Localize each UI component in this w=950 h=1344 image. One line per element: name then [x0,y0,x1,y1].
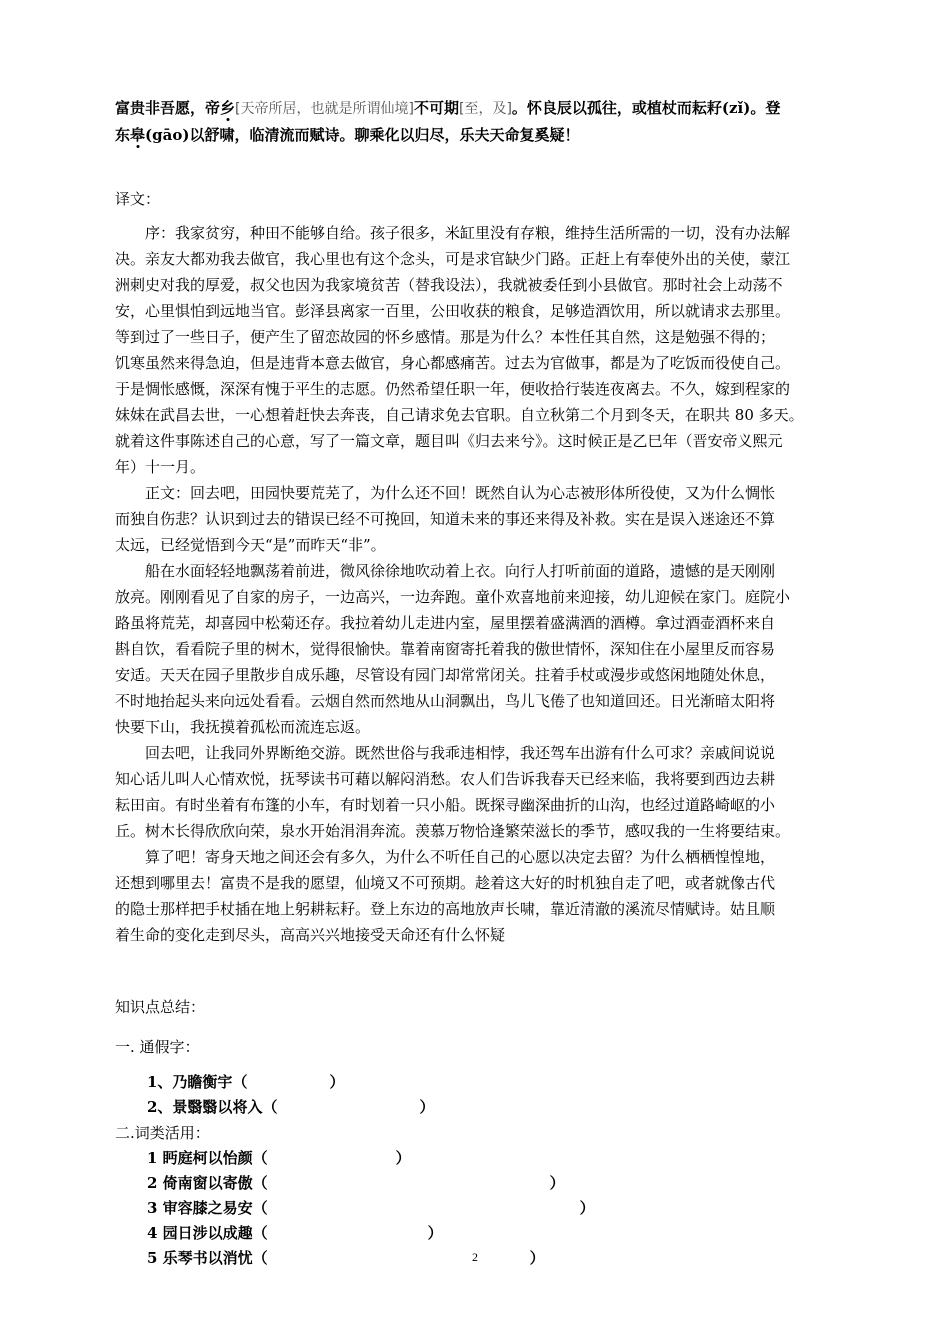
text-span: 东 [115,126,131,144]
annotation-note: [至，及] [458,101,512,117]
exercise-item [115,1146,850,1171]
exercise-prompt: 5 乐琴书以消忧（ [147,1249,268,1267]
close-paren: ） [419,1098,435,1116]
translation-line: 就着这件事陈述自己的心意，写了一篇文章，题目叫《归去来兮》。这时候正是乙巳年（晋安帝义熙元 [115,432,783,450]
close-paren: ） [395,1149,411,1167]
translation-line: 斟自饮，看看院子里的树木，觉得很愉快。靠着南窗寄托着我的傲世情怀，深知住在小屋里反而容易 [115,640,776,658]
exercise-item [115,1221,850,1246]
annotation-note: [天帝所居，也就是所谓仙境] [235,101,414,117]
translation-line: 丘。树木长得欣欣向荣，泉水开始涓涓奔流。羡慕万物恰逢繁荣滋长的季节，感叹我的一生将要结束。 [115,822,791,840]
emphasis-dot-char: 皋 [130,126,146,144]
emphasis-dot-char: 乡 [220,99,236,117]
close-paren: ） [329,1073,345,1091]
close-paren: ） [427,1224,443,1242]
translation-line: 耘田亩。有时坐着有布篷的小车，有时划着一只小船。既探寻幽深曲折的山沟，也经过道路崎岖的小 [115,796,776,814]
translation-line: 太远，已经觉悟到今天“是”而昨天“非”。 [115,536,386,554]
exercise-prompt: 1、乃瞻衡宇（ [147,1073,248,1091]
translation-line: 路虽将荒芜，却喜园中松菊还存。我拉着幼儿走进内室，屋里摆着盛满酒的酒樽。拿过酒壶酒杯来自 [115,614,776,632]
exercise-item [115,1095,850,1120]
translation-line: 序：我家贫穷，种田不能够自给。孩子很多，米缸里没有存粮，维持生活所需的一切，没有办法解 [145,224,791,242]
translation-line: 着生命的变化走到尽头，高高兴兴地接受天命还有什么怀疑 [115,926,506,944]
translation-line: 放亮。刚刚看见了自家的房子，一边高兴，一边奔跑。童仆欢喜地前来迎接，幼儿迎候在家门。庭院小 [115,588,791,606]
exercise-prompt: 2 倚南窗以寄傲（ [147,1174,268,1192]
exercise-prompt: 4 园日涉以成趣（ [147,1224,268,1242]
original-text-line-1 [115,95,850,122]
translation-line: 安适。天天在园子里散步自成乐趣，尽管设有园门却常常闭关。拄着手杖或漫步或悠闲地随处休息， [115,666,776,684]
translation-line: 于是惆怅感慨，深深有愧于平生的志愿。仍然希望任职一年，便收拾行装连夜离去。不久，嫁到程家的 [115,380,791,398]
section-title-tongjiazi: 一. 通假字： [115,1038,200,1056]
exercise-prompt: 1 眄庭柯以怡颜（ [147,1149,268,1167]
close-paren: ） [549,1174,565,1192]
translation-line: 还想到哪里去！富贵不是我的愿望，仙境又不可预期。趁着这大好的时机独自走了吧，或者就像古代 [115,874,776,892]
translation-line: 决。亲友大都劝我去做官，我心里也有这个念头，可是求官缺少门路。正赶上有奉使外出的关使，蒙江 [115,250,791,268]
text-span: 富贵非吾愿，帝 [115,99,221,117]
translation-line: 饥寒虽然来得急迫，但是违背本意去做官，身心都感痛苦。过去为官做事，都是为了吃饭而役使自己。 [115,354,791,372]
text-span: 不可期 [413,99,459,117]
translation-line: 船在水面轻轻地飘荡着前进，微风徐徐地吹动着上衣。向行人打听前面的道路，遗憾的是天刚刚 [145,562,776,580]
exercise-item [115,1171,850,1196]
page-number: 2 [472,1250,478,1264]
translation-heading: 译文： [115,190,161,208]
original-text-line-2 [115,122,850,148]
summary-heading: 知识点总结： [115,998,206,1016]
translation-line: 妹妹在武昌去世，一心想着赶快去奔丧，自己请求免去官职。自立秋第二个月到冬天，在职共 80 多天。 [115,406,804,424]
translation-line: 不时地抬起头来向远处看看。云烟自然而然地从山洞飘出，鸟儿飞倦了也知道回还。日光渐暗太阳将 [115,692,776,710]
page-content [115,95,850,1271]
translation-line: 的隐士那样把手杖插在地上躬耕耘耔。登上东边的高地放声长啸，靠近清澈的溪流尽情赋诗。姑且顺 [115,900,776,918]
close-paren: ） [579,1199,595,1217]
text-span: (gāo)以舒啸，临清流而赋诗。聊乘化以归尽，乐夫天命复奚疑！ [145,126,580,144]
translation-line: 正文：回去吧，田园快要荒芜了，为什么还不回！既然自认为心志被形体所役使，又为什么惆怅 [145,484,776,502]
translation-line: 等到过了一些日子，便产生了留恋故园的怀乡感情。那是为什么？本性任其自然，这是勉强不得的； [115,328,776,346]
translation-line: 而独自伤悲？认识到过去的错误已经不可挽回，知道未来的事还来得及补救。实在是误入迷途还不算 [115,510,776,528]
translation-line: 知心话儿叫人心情欢悦，抚琴读书可藉以解闷消愁。农人们告诉我春天已经来临，我将要到西边去耕 [115,770,776,788]
translation-line: 洲刺史对我的厚爱，叔父也因为我家境贫苦（替我设法），我就被委任到小县做官。那时社会上动荡不 [115,276,783,294]
text-span: 。怀良辰以孤往，或植杖而耘耔(zǐ)。登 [511,99,781,117]
translation-line: 安，心里惧怕到远地当官。彭泽县离家一百里，公田收获的粮食，足够造酒饮用，所以就请求去那里。 [115,302,791,320]
exercise-item [115,1070,850,1095]
close-paren: ） [529,1249,545,1267]
exercise-prompt: 3 审容膝之易安（ [147,1199,268,1217]
exercise-prompt: 2、景翳翳以将入（ [147,1098,278,1116]
section-title-cileihuoyong: 二.词类活用： [115,1124,210,1142]
exercise-item [115,1196,850,1221]
translation-line: 算了吧！寄身天地之间还会有多久，为什么不听任自己的心愿以决定去留？为什么栖栖惶惶地， [145,848,776,866]
translation-line: 回去吧，让我同外界断绝交游。既然世俗与我乖违相悖，我还驾车出游有什么可求？亲戚间说说 [145,744,776,762]
translation-line: 年）十一月。 [115,458,206,476]
translation-line: 快要下山，我抚摸着孤松而流连忘返。 [115,718,371,736]
